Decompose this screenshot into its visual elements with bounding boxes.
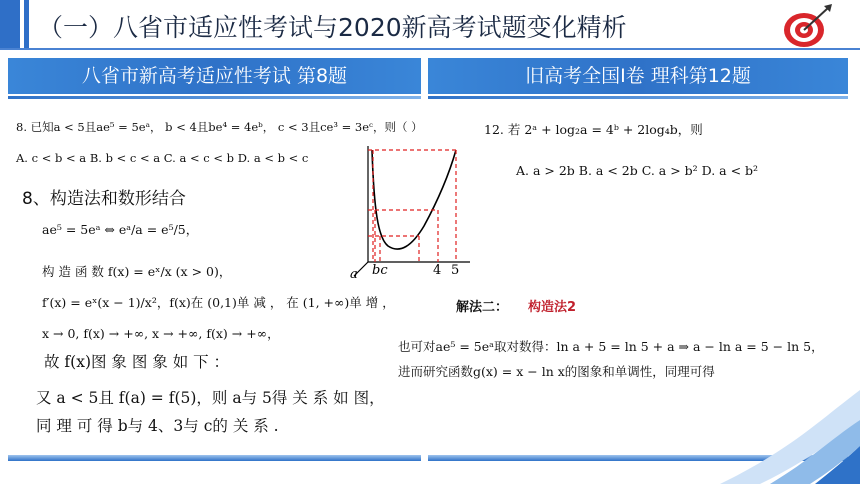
title-accent-bar: [0, 0, 20, 48]
label-5: 5: [451, 263, 460, 278]
page-title: （一）八省市适应性考试与2020新高考试题变化精析: [38, 13, 627, 42]
label-4: 4: [433, 263, 442, 278]
solution-line-7: 同 理 可 得 b与 4、3与 c的 关 系 .: [36, 417, 279, 435]
banner-right: 旧高考全国Ⅰ卷 理科第12题: [428, 58, 848, 94]
banner-right-underline: [428, 96, 848, 99]
guide-lines: [368, 150, 456, 262]
method-label: 解法二：: [456, 300, 509, 315]
function-graph: [344, 140, 474, 284]
solution-line-3: f′(x) = eˣ(x − 1)/x²，f(x)在 (0,1)单 减 ， 在 (1, +∞)单 增 ，: [42, 295, 395, 310]
curve: [372, 150, 456, 249]
solution-line-2: 构 造 函 数 f(x) = eˣ/x (x > 0)，: [42, 264, 232, 279]
method-name: 构造法2: [528, 300, 577, 315]
footer-bar-left: [8, 455, 421, 461]
right-problem-options: A. a > 2b B. a < 2b C. a > b² D. a < b²: [516, 163, 759, 178]
banner-left: 八省市新高考适应性考试 第8题: [8, 58, 421, 94]
solution-line-6: 又 a < 5且 f(a) = f(5)，则 a与 5得 关 系 如 图，: [36, 389, 385, 407]
target-icon: [778, 4, 834, 48]
method-line-1: 也可对ae⁵ = 5eᵃ取对数得：ln a + 5 = ln 5 + a ⇒ a − ln a = 5 − ln 5，: [398, 339, 824, 354]
label-a: a: [350, 267, 358, 280]
right-problem-stem: 12. 若 2ᵃ + log₂a = 4ᵇ + 2log₄b，则: [484, 122, 703, 137]
solution-line-1: ae⁵ = 5eᵃ ⇔ eᵃ/a = e⁵/5，: [42, 222, 199, 237]
title-accent-stripe: [24, 0, 29, 48]
left-method-heading: 8、构造法和数形结合: [22, 189, 186, 209]
method-line-2: 进而研究函数g(x) = x − ln x的图象和单调性，同理可得: [398, 364, 715, 379]
decorative-swoosh: [700, 380, 860, 488]
title-underline: [0, 48, 860, 50]
left-problem-stem: 8. 已知a < 5且ae⁵ = 5eᵃ， b < 4且be⁴ = 4eᵇ， c < 3且ce³ = 3eᶜ，则（ ）: [16, 120, 423, 134]
left-problem-options: A. c < b < a B. b < c < a C. a < c < b D. a < b < c: [16, 151, 309, 165]
solution-line-5: 故 f(x)图 象 图 象 如 下 ：: [44, 353, 230, 371]
solution-line-4: x → 0, f(x) → +∞, x → +∞, f(x) → +∞，: [42, 326, 280, 341]
label-bc: bc: [372, 263, 388, 278]
banner-left-underline: [8, 96, 421, 99]
